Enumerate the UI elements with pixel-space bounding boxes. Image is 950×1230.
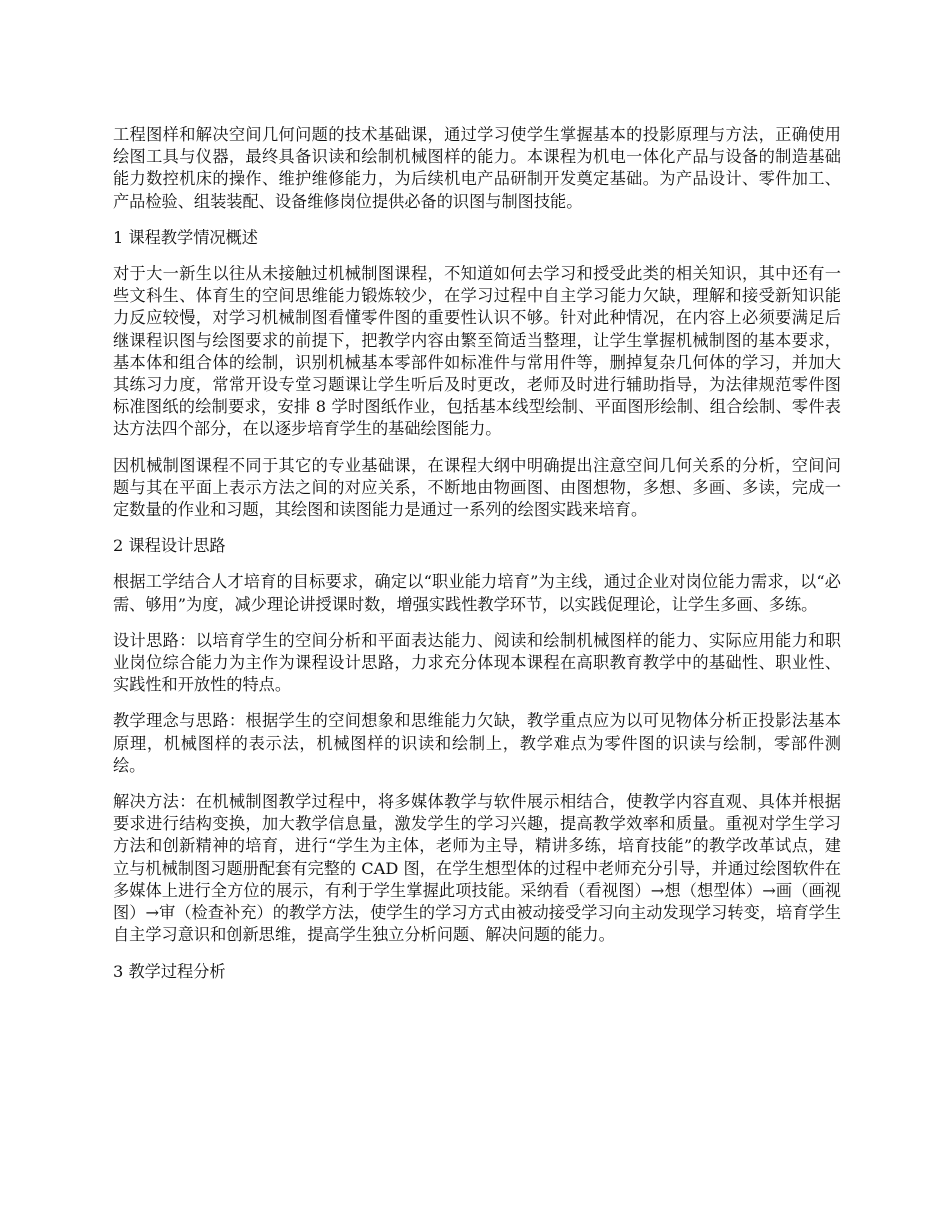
section-2-solution-paragraph: 解决方法：在机械制图教学过程中，将多媒体教学与软件展示相结合，使教学内容直观、具体并根据要求进行结构变换，加大教学信息量，激发学生的学习兴趣，提高教学效率和质量。重视对学生学习方法和创新精神的培育，进行“学生为主体，老师为主导，精讲多练，培育技能”的教学改革试点，建立与机械制图习题册配套有完整的 CAD 图，在学生想型体的过程中老师充分引导，并通过绘图软件在多媒体上进行全方位的展示，有利于学生掌握此项技能。采纳看（看视图）→想（想型体）→画（画视图）→审（检查补充）的教学方法，使学生的学习方式由被动接受学习向主动发现学习转变，培育学生自主学习意识和创新思维，提高学生独立分析问题、解决问题的能力。 bbox=[113, 792, 841, 945]
section-1-paragraph-1: 对于大一新生以往从未接触过机械制图课程，不知道如何去学习和授受此类的相关知识，其中还有一些文科生、体育生的空间思维能力锻炼较少，在学习过程中自主学习能力欠缺，理解和接受新知识能力反应较慢，对学习机械制图看懂零件图的重要性认识不够。针对此种情况，在内容上必须要满足后继课程识图与绘图要求的前提下，把教学内容由繁至简适当整理，让学生掌握机械制图的基本要求，基本体和组合体的绘制，识别机械基本零部件如标准件与常用件等，删掉复杂几何体的学习，并加大其练习力度，常常开设专堂习题课让学生听后及时更改，老师及时进行辅助指导，为法律规范零件图标准图纸的绘制要求，安排 8 学时图纸作业，包括基本线型绘制、平面图形绘制、组合绘制、零件表达方法四个部分，在以逐步培育学生的基础绘图能力。 bbox=[113, 264, 841, 439]
section-2-design-paragraph: 设计思路：以培育学生的空间分析和平面表达能力、阅读和绘制机械图样的能力、实际应用能力和职业岗位综合能力为主作为课程设计思路，力求充分体现本课程在高职教育教学中的基础性、职业性、实践性和开放性的特点。 bbox=[113, 630, 841, 695]
section-heading-3: 3 教学过程分析 bbox=[113, 961, 226, 981]
intro-paragraph: 工程图样和解决空间几何问题的技术基础课，通过学习使学生掌握基本的投影原理与方法，正确使用绘图工具与仪器，最终具备识读和绘制机械图样的能力。本课程为机电一体化产品与设备的制造基础能力数控机床的操作、维护维修能力，为后续机电产品研制开发奠定基础。为产品设计、零件加工、产品检验、组装装配、设备维修岗位提供必备的识图与制图技能。 bbox=[113, 125, 841, 211]
document-page bbox=[113, 124, 841, 997]
section-heading-2: 2 课程设计思路 bbox=[113, 536, 226, 556]
section-2-philosophy-paragraph: 教学理念与思路：根据学生的空间想象和思维能力欠缺，教学重点应为以可见物体分析正投影法基本原理，机械图样的表示法，机械图样的识读和绘制上，教学难点为零件图的识读与绘制，零部件测绘。 bbox=[113, 711, 841, 775]
section-1-paragraph-2: 因机械制图课程不同于其它的专业基础课，在课程大纲中明确提出注意空间几何关系的分析，空间问题与其在平面上表示方法之间的对应关系，不断地由物画图、由图想物，多想、多画、多读，完成一定数量的作业和习题，其绘图和读图能力是通过一系列的绘图实践来培育。 bbox=[113, 455, 841, 520]
section-heading-1: 1 课程教学情况概述 bbox=[113, 227, 258, 247]
section-2-paragraph-1: 根据工学结合人才培育的目标要求，确定以“职业能力培育”为主线，通过企业对岗位能力需求，以“必需、够用”为度，减少理论讲授课时数，增强实践性教学环节，以实践促理论，让学生多画、多练。 bbox=[113, 572, 841, 614]
